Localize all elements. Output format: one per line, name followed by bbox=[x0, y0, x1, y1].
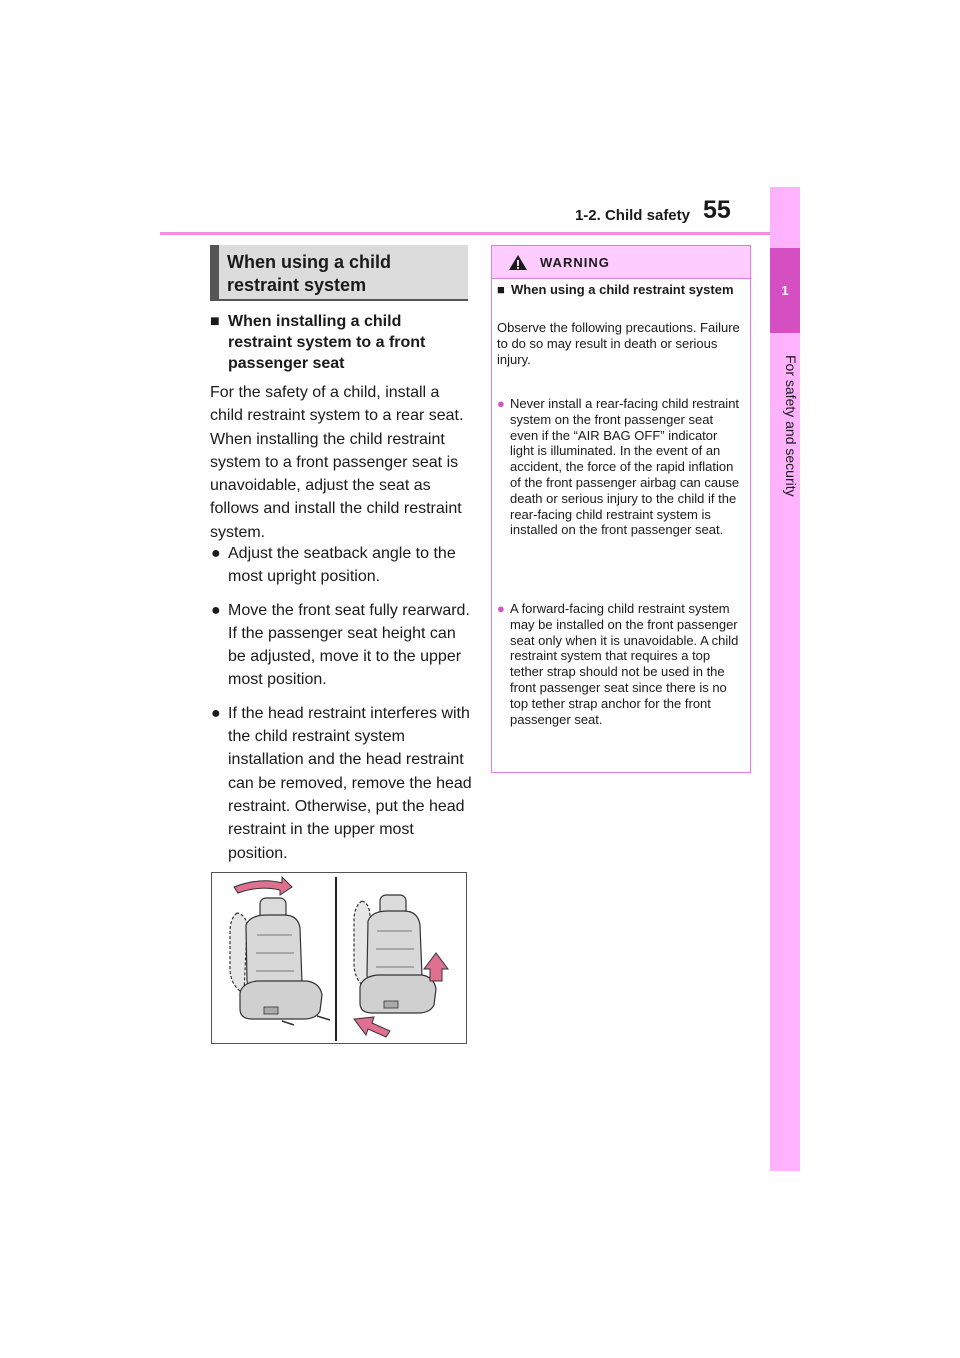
left-seat-icon bbox=[230, 898, 330, 1025]
section-title-line-1: When using a child bbox=[227, 252, 392, 272]
list-item-text: Adjust the seatback angle to the most upright position. bbox=[228, 545, 456, 586]
square-bullet-icon: ■ bbox=[497, 282, 505, 297]
chapter-number-tab: 1 bbox=[770, 248, 800, 333]
square-bullet-icon: ■ bbox=[210, 313, 220, 330]
warning-intro: Observe the following precautions. Failure to do so may result in death or serious injury. bbox=[497, 320, 740, 367]
instruction-list bbox=[210, 542, 472, 875]
intro-paragraph: For the safety of a child, install a child restraint system to a rear seat. When installing the child restraint system to a front passenger seat is unavoidable, adjust the seat as follows and install the child restraint system. bbox=[210, 384, 464, 541]
subheading-text: When installing a child restraint system to a front passenger seat bbox=[228, 313, 426, 372]
bullet-dot-icon: ● bbox=[211, 704, 221, 722]
slide-rearward-arrow-icon bbox=[354, 1017, 390, 1037]
list-item-text: If the head restraint interferes with the child restraint system installation and the head restraint can be removed, remove the head restraint. Otherwise, put the head restraint in the upper most position. bbox=[228, 704, 472, 862]
warning-triangle-icon bbox=[508, 254, 528, 271]
bullet-dot-icon: ● bbox=[497, 396, 505, 411]
warning-list-item-text: A forward-facing child restraint system may be installed on the front passenger seat only when it is unavoidable. A child restraint system that requires a top tether strap should not be used in the front passenger seat since there is no top tether strap anchor for the front passenger seat. bbox=[510, 601, 739, 727]
section-title-line-2: restraint system bbox=[227, 275, 367, 295]
warning-header bbox=[492, 246, 750, 279]
list-item bbox=[210, 702, 472, 865]
list-item bbox=[210, 599, 472, 692]
bullet-dot-icon: ● bbox=[211, 545, 221, 562]
seat-illustration-svg bbox=[212, 873, 466, 1043]
right-seat-icon bbox=[354, 895, 436, 1013]
warning-label: WARNING bbox=[540, 255, 610, 270]
warning-list-item-text: Never install a rear-facing child restraint system on the front passenger seat even if the “AIR BAG OFF” indicator light is illuminated. In the event of an accident, the force of the rapid inflation of the front passenger airbag can cause death or serious injury to the child if the rear-facing child restraint system is installed on the front passenger seat. bbox=[510, 396, 740, 538]
bullet-dot-icon: ● bbox=[497, 601, 505, 616]
header-divider bbox=[160, 232, 770, 235]
section-title bbox=[227, 251, 391, 297]
warning-box bbox=[491, 245, 751, 773]
chapter-title-vertical: For safety and security bbox=[783, 355, 799, 497]
section-heading-box bbox=[210, 245, 468, 301]
bullet-dot-icon: ● bbox=[211, 601, 221, 619]
chapter-side-tab bbox=[770, 187, 800, 1171]
recline-arrow-icon bbox=[234, 877, 292, 895]
list-item-text: Move the front seat fully rearward. If the passenger seat height can be adjusted, move it to the upper most position. bbox=[228, 601, 470, 689]
page-number: 55 bbox=[703, 196, 731, 224]
list-item bbox=[210, 542, 472, 589]
running-header-section: 1-2. Child safety bbox=[574, 207, 690, 224]
seat-adjustment-illustration bbox=[211, 872, 467, 1044]
warning-subheading-text: When using a child restraint system bbox=[511, 282, 734, 297]
